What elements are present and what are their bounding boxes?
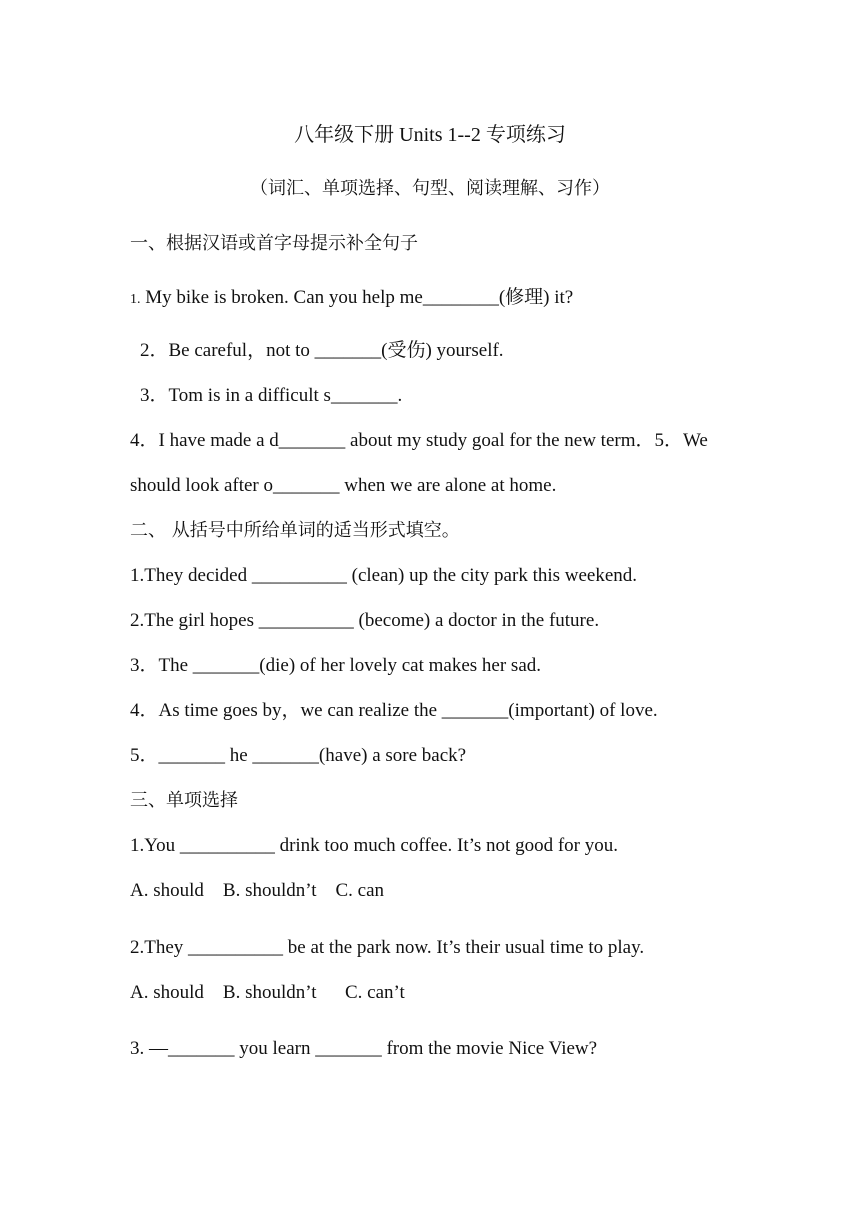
section3-q1-options: A. should B. shouldn’t C. can (130, 880, 385, 901)
section1-item-1 (130, 286, 573, 312)
page-subtitle: （词汇、单项选择、句型、阅读理解、习作） (250, 178, 610, 199)
section1-heading: 一、根据汉语或首字母提示补全句子 (130, 233, 418, 254)
section3-q2-stem: 2.They __________ be at the park now. It’s their usual time to play. (130, 937, 645, 958)
section2-item-3: 3．The _______(die) of her lovely cat makes her sad. (130, 655, 542, 676)
section2-heading: 二、 从括号中所给单词的适当形式填空。 (130, 520, 460, 541)
section1-item-4: 4．I have made a d_______ about my study goal for the new term．5．We (130, 430, 708, 451)
section2-item-1: 1.They decided __________ (clean) up the city park this weekend. (130, 565, 638, 586)
item-number: 1. (130, 292, 141, 307)
section3-q1-stem: 1.You __________ drink too much coffee. It’s not good for you. (130, 835, 618, 856)
section2-item-5: 5．_______ he _______(have) a sore back? (130, 745, 467, 766)
page-title: 八年级下册 Units 1--2 专项练习 (294, 124, 566, 146)
section3-heading: 三、单项选择 (130, 790, 238, 811)
section1-item-2: 2．Be careful，not to _______(受伤) yourself. (140, 340, 504, 361)
section1-item-5-continued: should look after o_______ when we are alone at home. (130, 475, 557, 496)
section3-q2-options: A. should B. shouldn’t C. can’t (130, 982, 405, 1003)
section1-item-3: 3．Tom is in a difficult s_______. (140, 385, 403, 406)
section3-q3-stem: 3. —_______ you learn _______ from the movie Nice View? (130, 1038, 598, 1059)
section2-item-4: 4．As time goes by，we can realize the _______(important) of love. (130, 700, 658, 721)
section2-item-2: 2.The girl hopes __________ (become) a doctor in the future. (130, 610, 600, 631)
item-text: My bike is broken. Can you help me________(修理) it? (145, 287, 574, 308)
